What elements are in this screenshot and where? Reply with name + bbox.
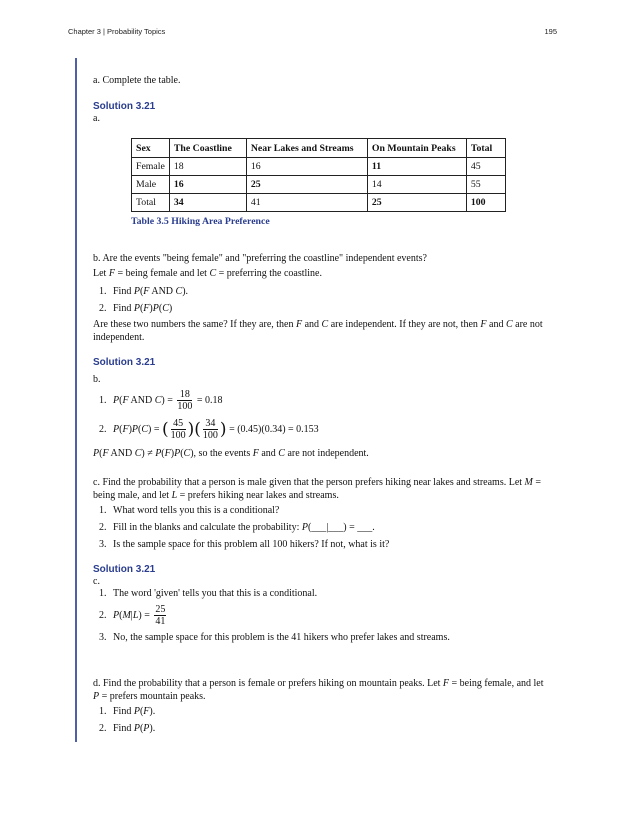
table-header-cell: The Coastline: [169, 139, 246, 158]
list-item: 2. Fill in the blanks and calculate the probability: P(___|___) = ___.: [99, 522, 375, 533]
running-header: Chapter 3 | Probability Topics: [68, 27, 166, 36]
table-row: [132, 194, 506, 212]
table-cell: Male: [132, 176, 170, 194]
table-row: [132, 158, 506, 176]
table-cell: 25: [367, 194, 466, 212]
table-cell: 100: [466, 194, 505, 212]
example-side-rule: [75, 58, 77, 742]
part-d-prompt: d. Find the probability that a person is female or prefers hiking on mountain peaks. Let F = being female, and let P = prefers mountain peaks.: [93, 678, 544, 702]
table-header-cell: Total: [466, 139, 505, 158]
table-cell: 41: [246, 194, 367, 212]
list-item: 1. What word tells you this is a conditional?: [99, 505, 280, 516]
table-cell: Total: [132, 194, 170, 212]
part-a-prompt: a. Complete the table.: [93, 75, 181, 86]
fraction: $\frac{18}{100}$: [177, 389, 193, 412]
solution-title-a: Solution 3.21: [93, 101, 156, 112]
solution-letter-c: c.: [93, 576, 100, 587]
table-cell: 18: [169, 158, 246, 176]
part-b-question: Are these two numbers the same? If they are, then F and C are independent. If they are not, then F and C are not independent.: [93, 319, 543, 343]
solution-title-b: Solution 3.21: [93, 357, 156, 368]
table-cell: 16: [246, 158, 367, 176]
fraction: $\frac{34}{100}$: [202, 418, 218, 441]
list-item: 2. Find P(P).: [99, 723, 156, 734]
table-cell: 11: [367, 158, 466, 176]
table-cell: 25: [246, 176, 367, 194]
table-header-row: [132, 139, 506, 158]
list-item: 1. Find P(F).: [99, 706, 156, 717]
solution-step: 1. P(F AND C) = $\frac{18}{100}$ = 0.18: [99, 389, 223, 412]
table-cell: Female: [132, 158, 170, 176]
table-row: [132, 176, 506, 194]
table-cell: 55: [466, 176, 505, 194]
solution-step: 2. P(F)P(C) = ( $\frac{45}{100}$ )( $\frac{34}{100}$ ) = (0.45)(0.34) = 0.153: [99, 418, 319, 441]
table-header-cell: On Mountain Peaks: [367, 139, 466, 158]
solution-step: 1. The word 'given' tells you that this is a conditional.: [99, 588, 318, 599]
solution-title-c: Solution 3.21: [93, 564, 156, 575]
solution-step: 3. No, the sample space for this problem is the 41 hikers who prefer lakes and streams.: [99, 632, 450, 643]
table-cell: 34: [169, 194, 246, 212]
fraction: $\frac{25}{41}$: [155, 604, 166, 627]
part-c-prompt: c. Find the probability that a person is male given that the person prefers hiking near lakes and streams. Let M = being male, and let L = prefers hiking near lakes and streams.: [93, 477, 542, 501]
table-cell: 16: [169, 176, 246, 194]
table-caption: Table 3.5 Hiking Area Preference: [131, 216, 270, 227]
list-item: 2. Find P(F)P(C): [99, 303, 173, 314]
list-item: 1. Find P(F AND C).: [99, 286, 189, 297]
table-header-cell: Sex: [132, 139, 170, 158]
part-b-prompt: b. Are the events "being female" and "preferring the coastline" independent events?: [93, 253, 427, 264]
table-cell: 45: [466, 158, 505, 176]
table-header-cell: Near Lakes and Streams: [246, 139, 367, 158]
solution-step: 2. P(M|L) = $\frac{25}{41}$: [99, 604, 166, 627]
fraction: $\frac{45}{100}$: [170, 418, 186, 441]
solution-letter-b: b.: [93, 374, 101, 385]
hiking-table: [131, 138, 506, 212]
table-cell: 14: [367, 176, 466, 194]
solution-letter-a: a.: [93, 113, 100, 124]
part-b-let: Let F = being female and let C = preferring the coastline.: [93, 268, 322, 279]
page-number: 195: [544, 27, 557, 36]
part-b-conclusion: P(F AND C) ≠ P(F)P(C), so the events F and C are not independent.: [93, 448, 369, 459]
list-item: 3. Is the sample space for this problem all 100 hikers? If not, what is it?: [99, 539, 390, 550]
